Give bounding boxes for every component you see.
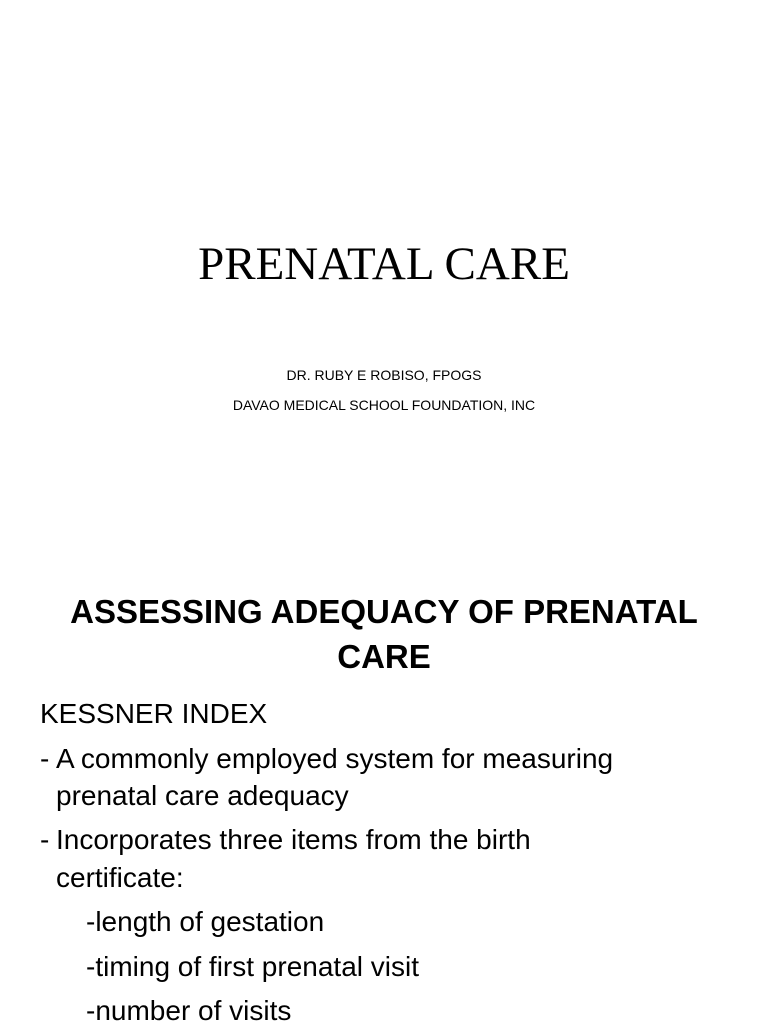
presentation-title: PRENATAL CARE (198, 238, 570, 290)
sub-item: -timing of first prenatal visit (86, 951, 419, 982)
bullet-text-line: certificate: (56, 862, 184, 893)
sub-item: -length of gestation (86, 906, 325, 937)
bullet-text-line: prenatal care adequacy (56, 780, 349, 811)
section-heading: KESSNER INDEX (40, 698, 268, 729)
bullet-marker: - (40, 743, 50, 774)
institution-name: DAVAO MEDICAL SCHOOL FOUNDATION, INC (232, 397, 536, 413)
bullet-marker: - (40, 824, 50, 855)
bullet-text-line: A commonly employed system for measuring (56, 743, 614, 774)
bullet-text-line: Incorporates three items from the birth (56, 824, 531, 855)
author-name: DR. RUBY E ROBISO, FPOGS (286, 367, 482, 383)
slide-content (0, 565, 768, 1024)
slide-heading: ASSESSING ADEQUACY OF PRENATAL CARE (70, 593, 698, 675)
sub-item: -number of visits (86, 995, 292, 1026)
